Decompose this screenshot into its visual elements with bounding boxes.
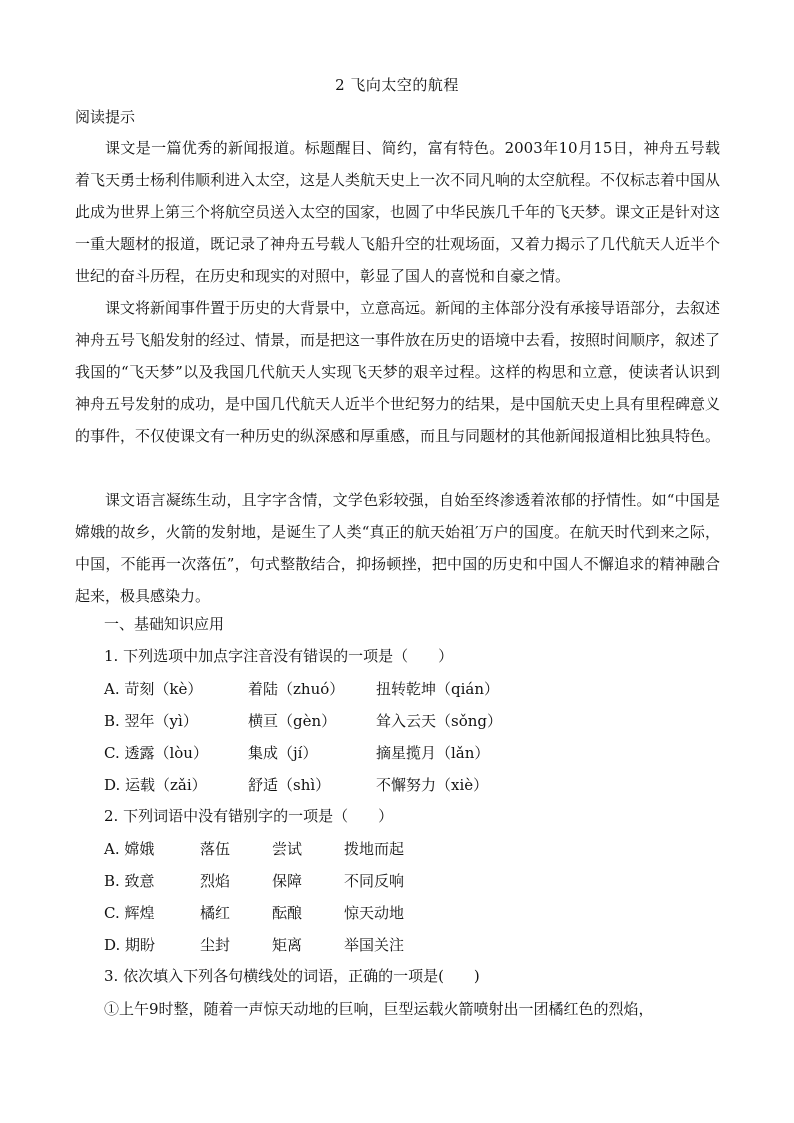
q2-a-word-1: A. 嫦娥 xyxy=(104,840,155,858)
q2-c-word-2: 橘红 xyxy=(200,904,231,922)
q1-c-item-2: 集成（jí） xyxy=(248,744,318,762)
section-heading: 一、基础知识应用 xyxy=(104,615,225,633)
question-2-stem: 2. 下列词语中没有错别字的一项是（ ） xyxy=(104,807,394,825)
q1-a-item-1: A. 苛刻（kè） xyxy=(104,680,203,698)
question-3-sentence-1: ①上午9时整，随着一声惊天动地的巨响，巨型运载火箭喷射出一团橘红色的烈焰， xyxy=(104,1000,654,1018)
q2-b-word-2: 烈焰 xyxy=(200,872,231,890)
question-3-stem: 3. 依次填入下列各句横线处的词语，正确的一项是( ) xyxy=(104,967,480,985)
q2-a-word-3: 尝试 xyxy=(272,840,303,858)
q1-d-item-2: 舒适（shì） xyxy=(248,776,331,794)
q2-b-word-1: B. 致意 xyxy=(104,872,155,890)
q1-c-item-3: 摘星揽月（lǎn） xyxy=(376,744,490,762)
paragraph-3: 课文语言凝练生动，且字字含情，文学色彩较强，自始至终渗透着浓郁的抒情性。如“中国是嫦娥的故乡，火箭的发射地，是诞生了人类“真正的航天始祖′万户的国度。在航天时代到来之际，中国，不能再一次落伍”，句式整散结合，抑扬顿挫，把中国的历史和中国人不懈追求的精神融合起来，极具感染力。 xyxy=(75,491,720,605)
q1-c-item-1: C. 透露（lòu） xyxy=(104,744,208,762)
q1-a-item-2: 着陆（zhuó） xyxy=(248,680,345,698)
q2-d-word-2: 尘封 xyxy=(200,936,231,954)
q2-b-word-3: 保障 xyxy=(272,872,303,890)
q2-d-word-3: 矩离 xyxy=(272,936,303,954)
q1-b-item-1: B. 翌年（yì） xyxy=(104,712,198,730)
q1-d-item-3: 不懈努力（xiè） xyxy=(376,776,489,794)
q1-b-item-2: 横亘（gèn） xyxy=(248,712,337,730)
q1-a-item-3: 扭转乾坤（qián） xyxy=(376,680,500,698)
q2-d-word-4: 举国关注 xyxy=(344,936,405,954)
q1-b-item-3: 耸入云天（sǒng） xyxy=(376,712,502,730)
q2-a-word-4: 拨地而起 xyxy=(344,840,405,858)
reading-hint-heading: 阅读提示 xyxy=(75,108,136,126)
q2-c-word-1: C. 辉煌 xyxy=(104,904,155,922)
question-1-stem: 1. 下列选项中加点字注音没有错误的一项是（ ） xyxy=(104,647,454,665)
q2-a-word-2: 落伍 xyxy=(200,840,231,858)
page-title: 2 飞向太空的航程 xyxy=(335,76,459,94)
q2-c-word-4: 惊天动地 xyxy=(344,904,405,922)
q2-c-word-3: 酝酿 xyxy=(272,904,303,922)
paragraph-1: 课文是一篇优秀的新闻报道。标题醒目、简约，富有特色。2003年10月15日，神舟五号载着飞天勇士杨利伟顺利进入太空，这是人类航天史上一次不同凡响的太空航程。不仅标志着中国从此成为世界上第三个将航空员送入太空的国家，也圆了中华民族几千年的飞天梦。课文正是针对这一重大题材的报道，既记录了神舟五号载人飞船升空的壮观场面，又着力揭示了几代航天人近半个世纪的奋斗历程，在历史和现实的对照中，彰显了国人的喜悦和自豪之情。 xyxy=(75,139,721,285)
q2-d-word-1: D. 期盼 xyxy=(104,936,156,954)
q1-d-item-1: D. 运载（zǎi） xyxy=(104,776,207,794)
paragraph-2: 课文将新闻事件置于历史的大背景中，立意高远。新闻的主体部分没有承接导语部分，去叙述神舟五号飞船发射的经过、情景，而是把这一事件放在历史的语境中去看，按照时间顺序，叙述了我国的“飞天梦”以及我国几代航天人实现飞天梦的艰辛过程。这样的构思和立意，使读者认识到神舟五号发射的成功，是中国几代航天人近半个世纪努力的结果，是中国航天史上具有里程碑意义的事件，不仅使课文有一种历史的纵深感和厚重感，而且与同题材的其他新闻报道相比独具特色。 xyxy=(75,299,721,445)
q2-b-word-4: 不同反响 xyxy=(344,872,405,890)
